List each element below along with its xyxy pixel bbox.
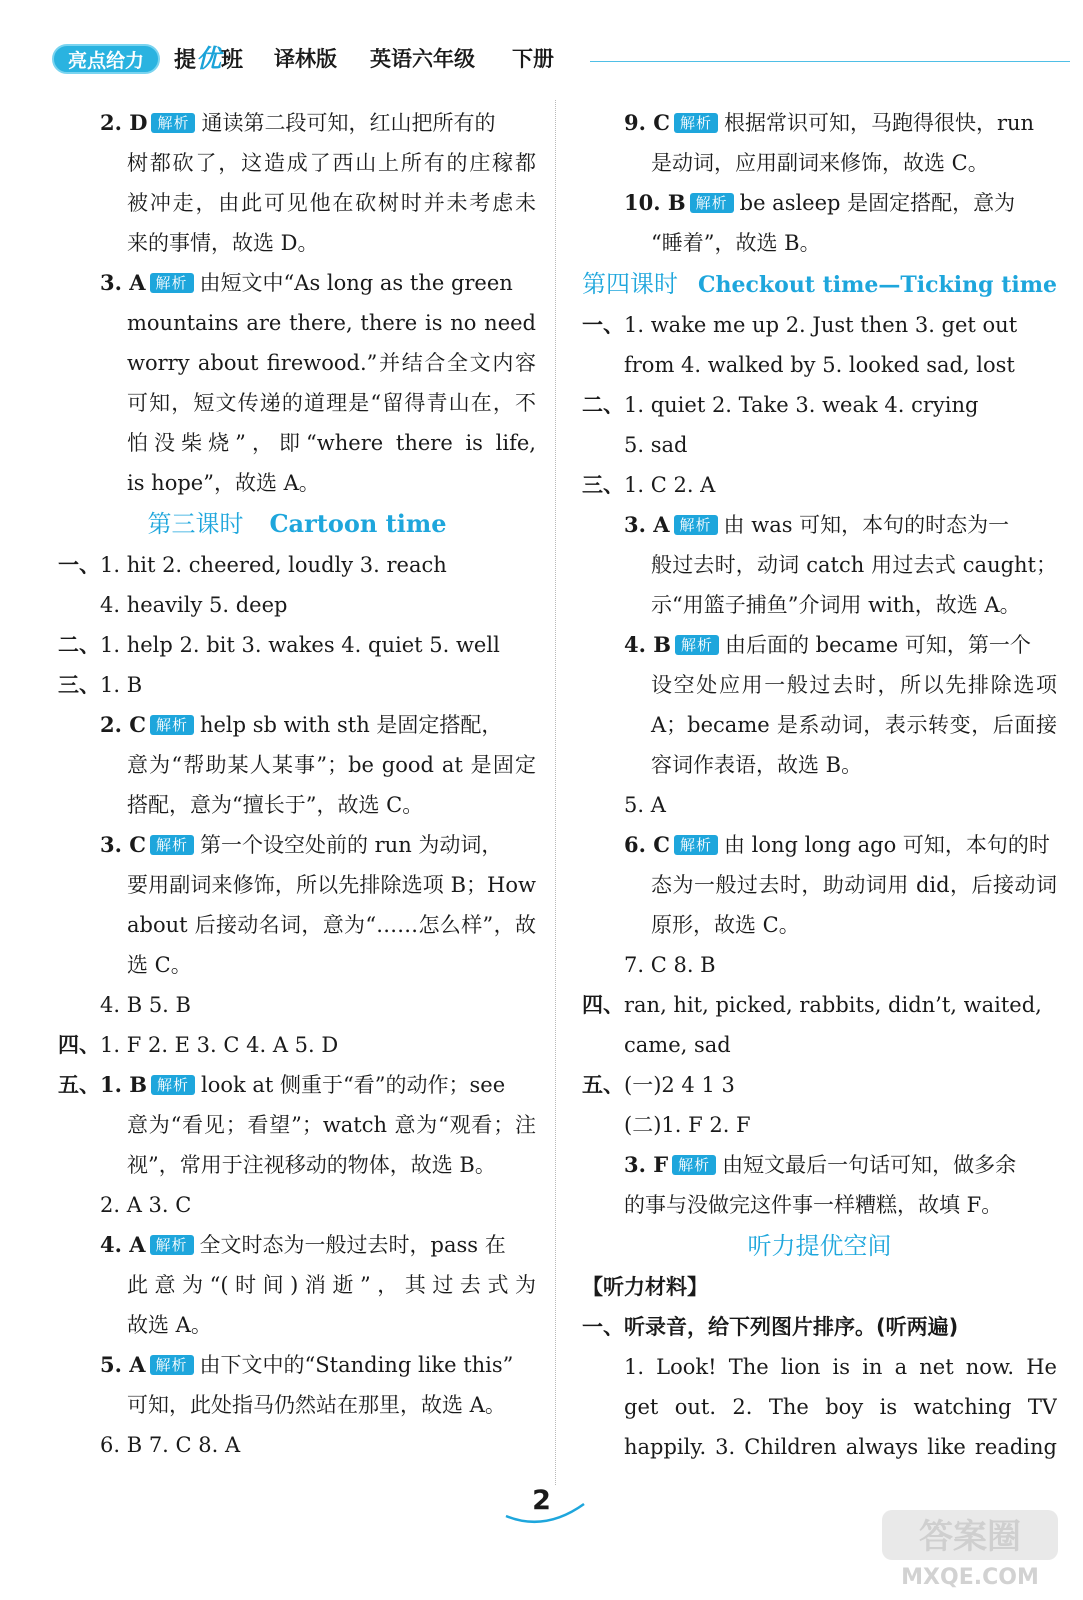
part-line: [582, 385, 1057, 425]
answer-line: [582, 625, 1057, 665]
lesson-title-en: Cartoon time: [269, 509, 447, 538]
part-line: [58, 1025, 536, 1065]
analysis-tag: 解析: [675, 635, 719, 655]
answer-line: 7. C 8. B: [624, 953, 716, 977]
part-line: [582, 305, 1057, 345]
answer-line: 可知，短文传递的道理是“留得青山在，不: [127, 391, 536, 415]
part-number: 一、: [58, 552, 100, 577]
part-line: [58, 1065, 536, 1105]
answer-line: [582, 825, 1057, 865]
part-number: 二、: [58, 632, 100, 657]
answer-text: 1. hit 2. cheered, loudly 3. reach: [100, 553, 447, 577]
answer-line: 4. heavily 5. deep: [100, 593, 288, 617]
part-line: [582, 985, 1057, 1025]
answer-number: 9. C: [624, 110, 670, 135]
part-number: 二、: [582, 392, 624, 417]
answer-line: 搭配，意为“擅长于”，故选 C。: [127, 793, 424, 817]
answer-number: 5. A: [100, 1352, 146, 1377]
lesson-3-title: [58, 503, 536, 545]
answer-line: 5. A: [624, 793, 666, 817]
answer-line: 可知，此处指马仍然站在那里，故选 A。: [127, 1393, 506, 1417]
header-rule: [590, 61, 1070, 62]
analysis-tag: 解析: [151, 113, 195, 133]
answer-number: 10. B: [624, 190, 686, 215]
answer-text: 第一个设空处前的 run 为动词，: [199, 833, 503, 857]
answer-line: 容词作表语，故选 B。: [651, 753, 863, 777]
answer-line: [58, 705, 536, 745]
answer-line: 态为一般过去时，助动词用 did，后接动词: [651, 873, 1057, 897]
part-number: 三、: [582, 472, 624, 497]
answer-line: 选 C。: [127, 953, 192, 977]
answer-line: 是动词，应用副词来修饰，故选 C。: [651, 151, 989, 175]
answer-line: [58, 1345, 536, 1385]
series-title-c: 班: [221, 48, 244, 73]
answer-line: came, sad: [624, 1033, 731, 1057]
edition-label: 译林版: [274, 47, 337, 71]
analysis-tag: 解析: [151, 1075, 195, 1095]
brand-badge: 亮点给力: [52, 44, 160, 74]
lesson-title-en: Checkout time—Ticking time: [698, 272, 1057, 298]
answer-text: (一)2 4 1 3: [624, 1073, 735, 1097]
analysis-tag: 解析: [674, 113, 718, 133]
lesson-title-cn: 第三课时: [147, 510, 244, 538]
analysis-tag: 解析: [150, 715, 194, 735]
answer-line: from 4. walked by 5. looked sad, lost: [624, 353, 1015, 377]
listening-material-label: 【听力材料】: [582, 1275, 708, 1299]
column-divider: [555, 100, 556, 1485]
answer-line: 般过去时，动词 catch 用过去式 caught；: [651, 553, 1057, 577]
answer-line: 2. A 3. C: [100, 1193, 192, 1217]
lesson-title-cn: 第四课时: [582, 270, 678, 298]
answer-number: 3. A: [624, 512, 670, 537]
answer-text: 由短文中“As long as the green: [199, 271, 513, 295]
answer-line: worry about firewood.”并结合全文内容: [127, 351, 536, 375]
answer-number: 3. F: [624, 1152, 669, 1177]
answer-text: 通读第二段可知，红山把所有的: [201, 111, 496, 135]
series-title-a: 提: [174, 48, 197, 73]
page-number: 2: [532, 1485, 551, 1516]
answer-line: 4. B 5. B: [100, 993, 191, 1017]
right-column: [582, 103, 1057, 1467]
answer-line: 来的事情，故选 D。: [127, 231, 319, 255]
volume-label: 下册: [512, 47, 554, 71]
part-number: 五、: [582, 1072, 624, 1097]
answer-number: 3. C: [100, 832, 146, 857]
analysis-tag: 解析: [150, 835, 194, 855]
answer-line: 视”，常用于注视移动的物体，故选 B。: [127, 1153, 496, 1177]
answer-text: 由后面的 became 可知，第一个: [725, 633, 1031, 657]
answer-line: 6. B 7. C 8. A: [100, 1433, 241, 1457]
answer-number: 6. C: [624, 832, 670, 857]
part-number: 一、: [582, 312, 624, 337]
answer-text: be asleep 是固定搭配，意为: [739, 191, 1016, 215]
answer-text: look at 侧重于“看”的动作；see: [201, 1073, 506, 1097]
answer-line: “睡着”，故选 B。: [651, 231, 821, 255]
series-title: [174, 44, 243, 76]
answer-line: 故选 A。: [127, 1313, 212, 1337]
answer-text: 1. F 2. E 3. C 4. A 5. D: [100, 1033, 339, 1057]
listening-part-title: 一、听录音，给下列图片排序。(听两遍): [582, 1315, 959, 1339]
part-number: 四、: [58, 1032, 100, 1057]
answer-text: 1. C 2. A: [624, 473, 716, 497]
answer-line: is hope”，故选 A。: [127, 471, 320, 495]
part-line: [582, 1065, 1057, 1105]
left-column: [58, 103, 536, 1465]
answer-number: 4. B: [624, 632, 671, 657]
answer-text: 由下文中的“Standing like this”: [199, 1353, 514, 1377]
analysis-tag: 解析: [672, 1155, 716, 1175]
analysis-tag: 解析: [150, 1235, 194, 1255]
answer-number: 4. A: [100, 1232, 146, 1257]
part-line: [58, 545, 536, 585]
answer-line: 设空处应用一般过去时，所以先排除选项: [651, 673, 1057, 697]
part-number: 四、: [582, 992, 624, 1017]
part-line: [58, 625, 536, 665]
answer-line: A；became 是系动词，表示转变，后面接: [651, 713, 1057, 737]
lesson-4-title: [582, 263, 1057, 305]
answer-line: [58, 1225, 536, 1265]
listening-title: 听力提优空间: [747, 1232, 892, 1260]
answer-text: 由短文最后一句话可知，做多余: [722, 1153, 1017, 1177]
part-number: 三、: [58, 672, 100, 697]
answer-line: [582, 1145, 1057, 1185]
answer-line: (二)1. F 2. F: [624, 1113, 751, 1137]
answer-line: 的事与没做完这件事一样糟糕，故填 F。: [624, 1193, 1003, 1217]
answer-number: 2. C: [100, 712, 146, 737]
answer-line: [58, 263, 536, 303]
analysis-tag: 解析: [690, 193, 734, 213]
subject-label: 英语六年级: [370, 47, 475, 71]
answer-line: [582, 103, 1057, 143]
part-line: [58, 665, 536, 705]
answer-line: [582, 505, 1057, 545]
answer-line: about 后接动名词，意为“……怎么样”，故: [127, 913, 536, 937]
page-header: [52, 44, 1062, 78]
answer-line: 5. sad: [624, 433, 688, 457]
answer-line: [58, 825, 536, 865]
answer-line: [58, 103, 536, 143]
answer-text: 全文时态为一般过去时，pass 在: [199, 1233, 506, 1257]
watermark-logo: [878, 1508, 1063, 1590]
answer-line: 1. Look! The lion is in a net now. He: [624, 1355, 1057, 1379]
analysis-tag: 解析: [150, 1355, 194, 1375]
answer-line: 意为“帮助某人某事”；be good at 是固定: [127, 753, 536, 777]
answer-line: [582, 183, 1057, 223]
answer-text: 1. wake me up 2. Just then 3. get out: [624, 313, 1018, 337]
answer-line: get out. 2. The boy is watching TV: [624, 1395, 1057, 1419]
answer-text: 由 long long ago 可知，本句的时: [723, 833, 1050, 857]
answer-line: 怕没柴烧”，即“where there is life,: [127, 431, 536, 455]
part-line: [582, 465, 1057, 505]
answer-text: 1. quiet 2. Take 3. weak 4. crying: [624, 393, 979, 417]
answer-text: 1. B: [100, 673, 143, 697]
answer-number: 3. A: [100, 270, 146, 295]
watermark-text: MXQE.COM: [901, 1565, 1039, 1590]
page-number-ornament: [500, 1496, 590, 1526]
analysis-tag: 解析: [674, 515, 718, 535]
answer-line: 被冲走，由此可见他在砍树时并未考虑未: [127, 191, 536, 215]
analysis-tag: 解析: [674, 835, 718, 855]
answer-text: 1. help 2. bit 3. wakes 4. quiet 5. well: [100, 633, 500, 657]
analysis-tag: 解析: [150, 273, 194, 293]
answer-text: 由 was 可知，本句的时态为一: [723, 513, 1010, 537]
answer-line: happily. 3. Children always like reading: [624, 1435, 1057, 1459]
answer-line: 意为“看见；看望”；watch 意为“观看；注: [127, 1113, 536, 1137]
answer-number: 2. D: [100, 110, 148, 135]
series-title-b: 优: [196, 44, 222, 73]
answer-line: 示“用篮子捕鱼”介词用 with，故选 A。: [651, 593, 1021, 617]
part-number: 五、: [58, 1072, 100, 1097]
svg-text:答案圈: 答案圈: [919, 1517, 1021, 1557]
answer-text: ran, hit, picked, rabbits, didn’t, waited,: [624, 993, 1042, 1017]
answer-text: help sb with sth 是固定搭配，: [199, 713, 503, 737]
answer-line: 要用副词来修饰，所以先排除选项 B；How: [127, 873, 536, 897]
answer-number: 1. B: [100, 1072, 147, 1097]
answer-line: 原形，故选 C。: [651, 913, 800, 937]
answer-line: 树都砍了，这造成了西山上所有的庄稼都: [127, 151, 536, 175]
answer-line: 此意为“(时间)消逝”，其过去式为: [127, 1273, 536, 1297]
answer-line: mountains are there, there is no need: [127, 311, 536, 335]
answer-text: 根据常识可知，马跑得很快，run: [723, 111, 1035, 135]
